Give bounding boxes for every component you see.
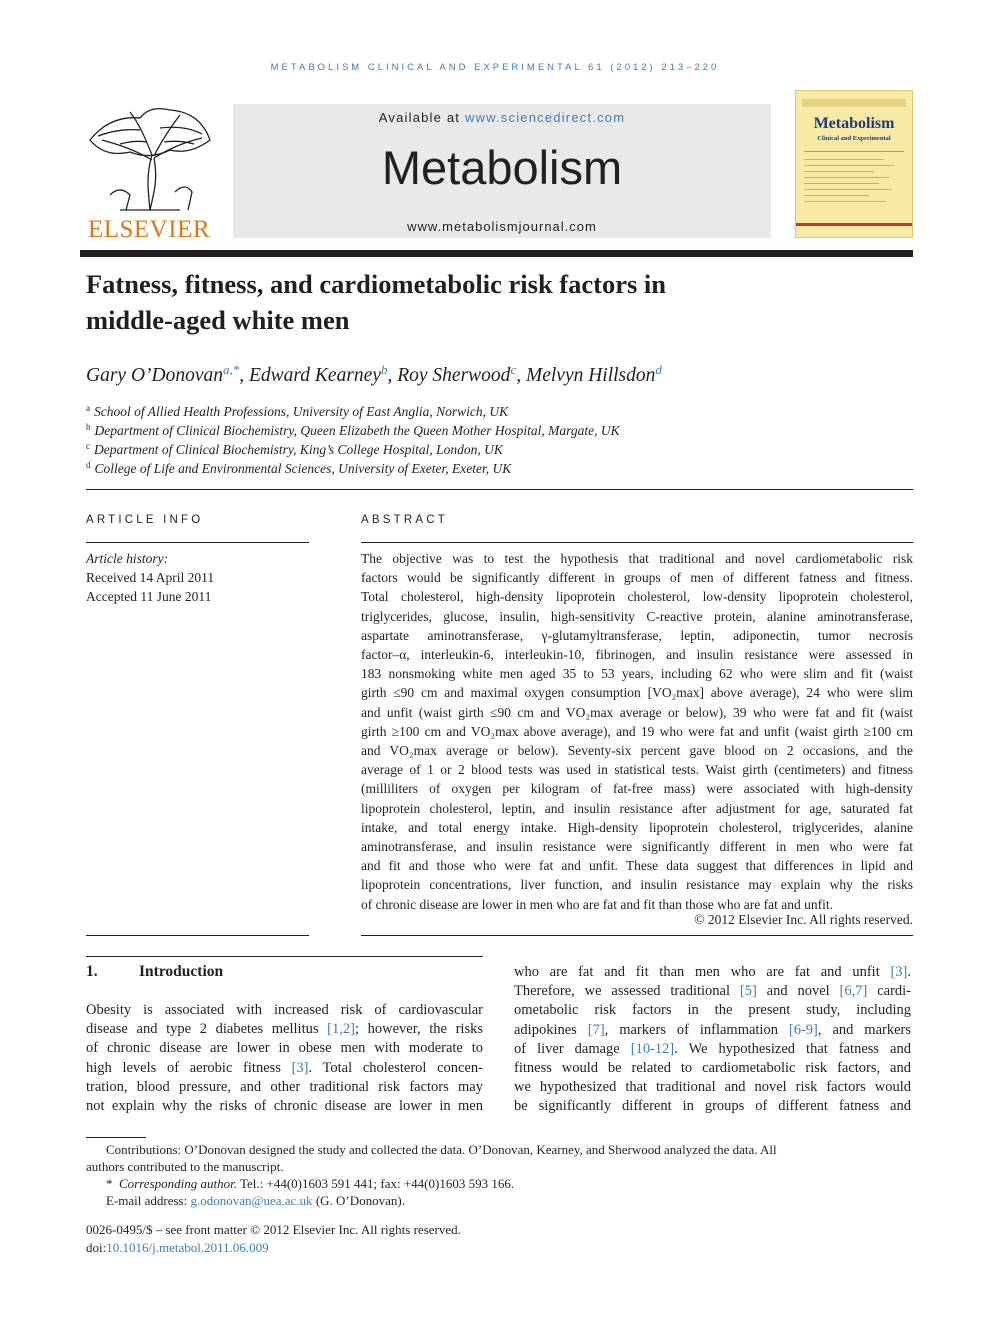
- affiliation-key: a: [86, 403, 90, 413]
- footnote-mark: *: [106, 1176, 113, 1191]
- abstract-end-rule: [361, 935, 913, 936]
- abstract-rule: [361, 542, 913, 543]
- affiliation-key: d: [86, 460, 91, 470]
- intro-left-column: [86, 1001, 483, 1116]
- author-affil-mark[interactable]: b: [380, 362, 388, 377]
- email-note: [86, 1192, 911, 1209]
- author-list: Gary O’Donovan$^{a,*}$, Edward Kearney$^b$, Roy Sherwood$^c$, Melvyn Hillsdon$^d$: [86, 362, 662, 386]
- article-history: [86, 549, 214, 607]
- title-line-1: Fatness, fitness, and cardiometabolic risk factors in: [86, 269, 667, 299]
- history-label: Article history:: [86, 551, 169, 566]
- available-label: Available at: [378, 110, 465, 125]
- abstract-line: intake, and total energy intake. High-density lipoprotein cholesterol, triglycerides, alanine: [361, 819, 913, 835]
- text-line: of chronic disease are lower in obese men with moderate to: [86, 1040, 483, 1057]
- citation-link[interactable]: [1,2]: [327, 1021, 355, 1038]
- abstract-line: lipoprotein concentrations, liver function, and insulin resistance may explain why the risks: [361, 877, 913, 893]
- abstract-line: aspartate aminotransferase, γ-glutamyltransferase, leptin, adiponectin, tumor necrosis: [361, 627, 913, 643]
- section-title: Introduction: [139, 963, 224, 980]
- footnote-rule: [86, 1137, 146, 1138]
- section-rule: [86, 489, 913, 490]
- text-line: ometabolic risk factors in the present study, including: [514, 1002, 911, 1019]
- doi-line: [86, 1239, 461, 1257]
- author-affil-mark[interactable]: d: [655, 362, 662, 377]
- author-affil-mark[interactable]: c: [510, 362, 517, 377]
- doi-link[interactable]: 10.1016/j.metabol.2011.06.009: [106, 1239, 269, 1255]
- abstract-heading: ABSTRACT: [361, 514, 448, 526]
- affiliation-key: c: [86, 441, 90, 451]
- text-line: be significantly different in groups of different fatness and: [514, 1098, 911, 1115]
- front-matter: [86, 1221, 461, 1256]
- section-heading: [86, 963, 223, 981]
- affiliation-text: School of Allied Health Professions, University of East Anglia, Norwich, UK: [94, 404, 509, 419]
- abstract-text: [361, 549, 913, 914]
- journal-url[interactable]: www.metabolismjournal.com: [407, 219, 597, 234]
- text-line: tration, blood pressure, and other traditional risk factors may: [86, 1078, 483, 1095]
- corresponding-author-note: [86, 1175, 911, 1192]
- text-line: Therefore, we assessed traditional [5] and novel [6,7] cardi-: [514, 983, 911, 1000]
- email-link[interactable]: g.odonovan@uea.ac.uk: [190, 1193, 313, 1208]
- journal-name: Metabolism: [381, 141, 623, 194]
- contributions-note: Contributions: O’Donovan designed the study and collected the data. O’Donovan, Kearney, and Sherwood analyzed the data. All: [106, 1142, 777, 1157]
- cover-subtitle: Clinical and Experimental: [817, 135, 891, 142]
- issn-line: 0026-0495/$ – see front matter © 2012 Elsevier Inc. All rights reserved.: [86, 1222, 461, 1237]
- available-at: [233, 110, 771, 125]
- text-line: fitness would be related to cardiometabolic risk factors, and: [514, 1060, 911, 1077]
- text-line: Obesity is associated with increased risk of cardiovascular: [86, 1002, 483, 1018]
- abstract-line: factors would be significantly different in groups of men of different fatness and fitness.: [361, 570, 913, 586]
- affiliation-key: b: [86, 422, 91, 432]
- text-line: adipokines [7], markers of inflammation [6-9], and markers: [514, 1021, 911, 1038]
- email-suffix: (G. O’Donovan).: [312, 1193, 405, 1208]
- sciencedirect-link[interactable]: www.sciencedirect.com: [464, 110, 626, 125]
- affiliation: [86, 456, 906, 478]
- corresponding-label: Corresponding author.: [119, 1176, 237, 1191]
- abstract-line: lipoprotein cholesterol, leptin, and insulin resistance after adjustment for age, saturated fat: [361, 800, 913, 816]
- article-info-heading: ARTICLE INFO: [86, 514, 204, 526]
- citation-link[interactable]: [6-9]: [788, 1021, 818, 1038]
- citation-link[interactable]: [5]: [739, 983, 757, 1000]
- abstract-copyright: © 2012 Elsevier Inc. All rights reserved.: [694, 912, 913, 927]
- header-rule: [80, 250, 913, 257]
- received-date: Received 14 April 2011: [86, 570, 215, 586]
- article-info-end-rule: [86, 935, 309, 936]
- title-line-2: middle-aged white men: [86, 305, 350, 335]
- abstract-line: triglycerides, glucose, insulin, high-sensitivity C-reactive protein, alanine aminotransferase,: [361, 608, 913, 624]
- citation-link[interactable]: [3]: [890, 964, 908, 980]
- abstract-line: Total cholesterol, high-density lipoprotein cholesterol, low-density lipoprotein cholesterol,: [361, 589, 913, 605]
- affiliation-text: College of Life and Environmental Sciences, University of Exeter, Exeter, UK: [94, 461, 512, 476]
- author-name[interactable]: Gary O’Donovan: [86, 365, 224, 386]
- text-line: high levels of aerobic fitness [3]. Total cholesterol concen-: [86, 1059, 483, 1076]
- phone-fax: Tel.: +44(0)1603 591 441; fax: +44(0)1603 593 166.: [236, 1176, 515, 1191]
- affiliation-text: Department of Clinical Biochemistry, King’s College Hospital, London, UK: [94, 442, 503, 457]
- elsevier-logo-text: ELSEVIER: [87, 216, 211, 243]
- author-name[interactable]: Melvyn Hillsdon: [525, 365, 656, 386]
- abstract-line: The objective was to test the hypothesis that traditional and novel cardiometabolic risk: [361, 551, 913, 566]
- text-line: disease and type 2 diabetes mellitus [1,2]; however, the risks: [86, 1021, 483, 1038]
- author-name[interactable]: Edward Kearney: [249, 365, 381, 386]
- abstract-line: (milliliters of oxygen per kilogram of fat-free mass) were associated with high-density: [361, 781, 913, 797]
- text-line: of liver damage [10-12]. We hypothesized that fatness and: [514, 1040, 911, 1057]
- author-name[interactable]: Roy Sherwood: [397, 365, 511, 386]
- running-head: METABOLISM CLINICAL AND EXPERIMENTAL 61 (2012) 213–220: [270, 62, 720, 73]
- citation-link[interactable]: [3]: [291, 1059, 309, 1076]
- accepted-date: Accepted 11 June 2011: [86, 589, 212, 605]
- abstract-line: of chronic disease are lower in men who are fat and fit than those who are fat and unfit.: [361, 896, 833, 912]
- author-affil-mark[interactable]: a,*: [223, 362, 240, 377]
- column-rule: [86, 956, 483, 957]
- abstract-line: 183 nonsmoking white men aged 35 to 53 years, including 62 who were slim and fit (waist: [361, 666, 913, 682]
- footnotes: [86, 1141, 911, 1209]
- citation-link[interactable]: [7]: [587, 1021, 605, 1038]
- article-info-rule: [86, 542, 309, 543]
- abstract-line: and VO₂max average or below). Seventy-six percent gave blood on 2 occasions, and the: [361, 743, 913, 759]
- affiliation-text: Department of Clinical Biochemistry, Queen Elizabeth the Queen Mother Hospital, Margate, UK: [94, 423, 620, 438]
- doi-label: doi:: [86, 1239, 107, 1255]
- citation-link[interactable]: [6,7]: [839, 983, 868, 1000]
- abstract-line: girth ≥100 cm and VO₂max above average), and 19 who were fat and unfit (waist girth ≥100 cm: [361, 723, 913, 739]
- abstract-line: factor–α, interleukin-6, interleukin-10, fibrinogen, and insulin resistance were assessed in: [361, 647, 913, 663]
- abstract-line: average of 1 or 2 blood tests was used in statistical tests. Waist girth (centimeters) and fitness: [361, 762, 913, 778]
- contributions-note-cont: authors contributed to the manuscript.: [86, 1159, 284, 1174]
- article-title: [86, 266, 886, 338]
- journal-cover-image: [795, 90, 913, 238]
- section-number: 1.: [86, 963, 98, 980]
- abstract-line: and fit and those who were fat and unfit. These data suggest that differences in lipid and: [361, 858, 913, 874]
- email-label: E-mail address:: [106, 1193, 191, 1208]
- text-line: we hypothesized that traditional and novel risk factors would: [514, 1079, 911, 1096]
- abstract-line: and unfit (waist girth ≤90 cm and VO₂max average or below), 39 who were fat and fit (waist: [361, 704, 913, 720]
- text-line: not explain why the risks of chronic disease are lower in men: [86, 1098, 483, 1115]
- abstract-line: aminotransferase, and insulin resistance were significantly different in men who were fat: [361, 839, 913, 855]
- text-line: who are fat and fit than men who are fat and unfit [3].: [514, 964, 911, 980]
- cover-title: Metabolism: [813, 115, 895, 132]
- citation-link[interactable]: [10-12]: [630, 1040, 675, 1057]
- abstract-line: girth ≤90 cm and maximal oxygen consumption [VO₂max] above average), 24 who were slim: [361, 685, 913, 701]
- intro-right-column: [514, 963, 911, 1117]
